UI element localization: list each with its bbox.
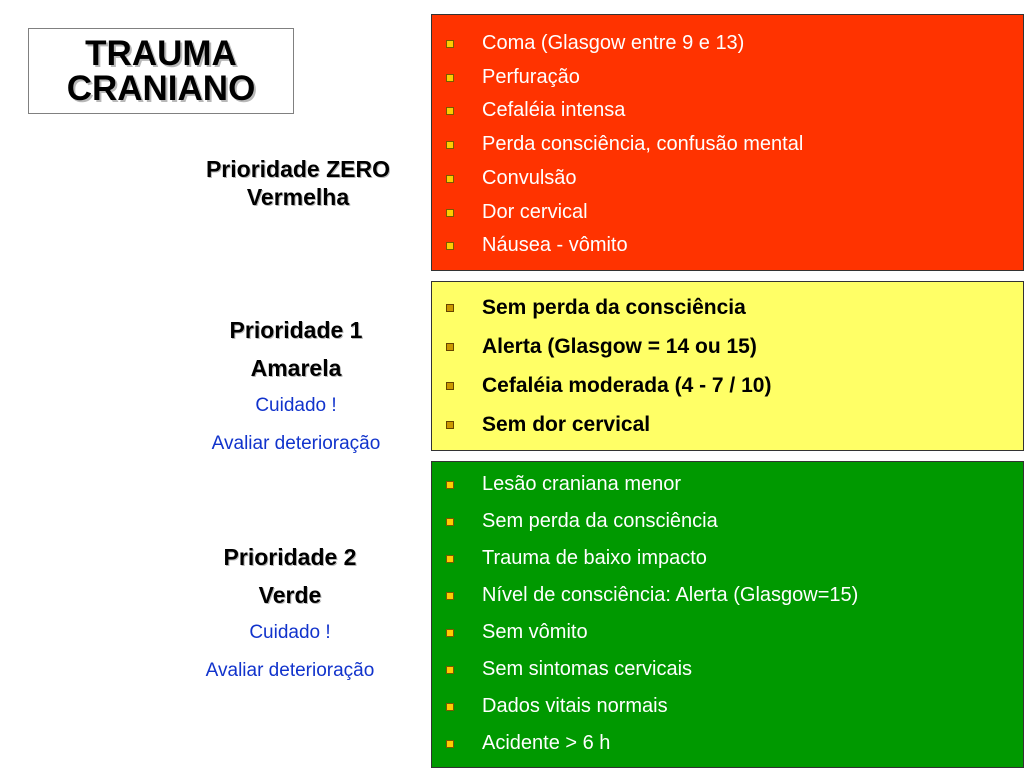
list-item: Sem vômito [432,614,1023,651]
priority-one-panel [431,281,1024,451]
list-item: Sem sintomas cervicais [432,651,1023,688]
list-item: Cefaléia intensa [432,94,1023,128]
square-bullet-icon [446,703,454,711]
list-item: Lesão craniana menor [432,466,1023,503]
list-item: Trauma de baixo impacto [432,540,1023,577]
priority-one-label [168,311,424,463]
list-item: Sem perda da consciência [432,503,1023,540]
priority-two-name: Prioridade 2 [223,544,357,570]
list-item: Cefaléia moderada (4 - 7 / 10) [432,366,1023,405]
priority-zero-name: Prioridade ZERO [205,156,391,182]
square-bullet-icon [446,175,454,183]
list-item: Coma (Glasgow entre 9 e 13) [432,27,1023,61]
square-bullet-icon [446,740,454,748]
title-line-1: TRAUMA [85,34,237,73]
priority-zero-label [170,155,426,211]
square-bullet-icon [446,74,454,82]
list-item: Náusea - vômito [432,229,1023,263]
priority-one-list [432,288,1023,444]
square-bullet-icon [446,666,454,674]
square-bullet-icon [446,481,454,489]
priority-zero-color: Vermelha [246,184,350,210]
priority-two-note-2: Avaliar deterioração [205,660,375,681]
priority-two-panel [431,461,1024,768]
square-bullet-icon [446,421,454,429]
list-item: Sem perda da consciência [432,288,1023,327]
square-bullet-icon [446,304,454,312]
square-bullet-icon [446,40,454,48]
priority-one-name: Prioridade 1 [229,317,363,343]
slide-title [28,28,294,114]
square-bullet-icon [446,592,454,600]
square-bullet-icon [446,518,454,526]
list-item: Acidente > 6 h [432,725,1023,762]
square-bullet-icon [446,209,454,217]
priority-zero-list [432,27,1023,263]
priority-zero-panel [431,14,1024,271]
square-bullet-icon [446,629,454,637]
list-item: Sem dor cervical [432,405,1023,444]
priority-one-note-1: Cuidado ! [255,395,337,416]
list-item: Dor cervical [432,196,1023,230]
list-item: Convulsão [432,162,1023,196]
priority-one-note-2: Avaliar deterioração [211,433,381,454]
priority-one-color: Amarela [250,355,342,381]
priority-two-label [162,538,418,690]
list-item: Perfuração [432,61,1023,95]
square-bullet-icon [446,382,454,390]
list-item: Alerta (Glasgow = 14 ou 15) [432,327,1023,366]
priority-two-list [432,466,1023,762]
square-bullet-icon [446,141,454,149]
square-bullet-icon [446,107,454,115]
title-line-2: CRANIANO [66,69,256,108]
priority-two-color: Verde [258,582,322,608]
square-bullet-icon [446,242,454,250]
square-bullet-icon [446,555,454,563]
square-bullet-icon [446,343,454,351]
list-item: Nível de consciência: Alerta (Glasgow=15) [432,577,1023,614]
list-item: Perda consciência, confusão mental [432,128,1023,162]
list-item: Dados vitais normais [432,688,1023,725]
priority-two-note-1: Cuidado ! [249,622,331,643]
